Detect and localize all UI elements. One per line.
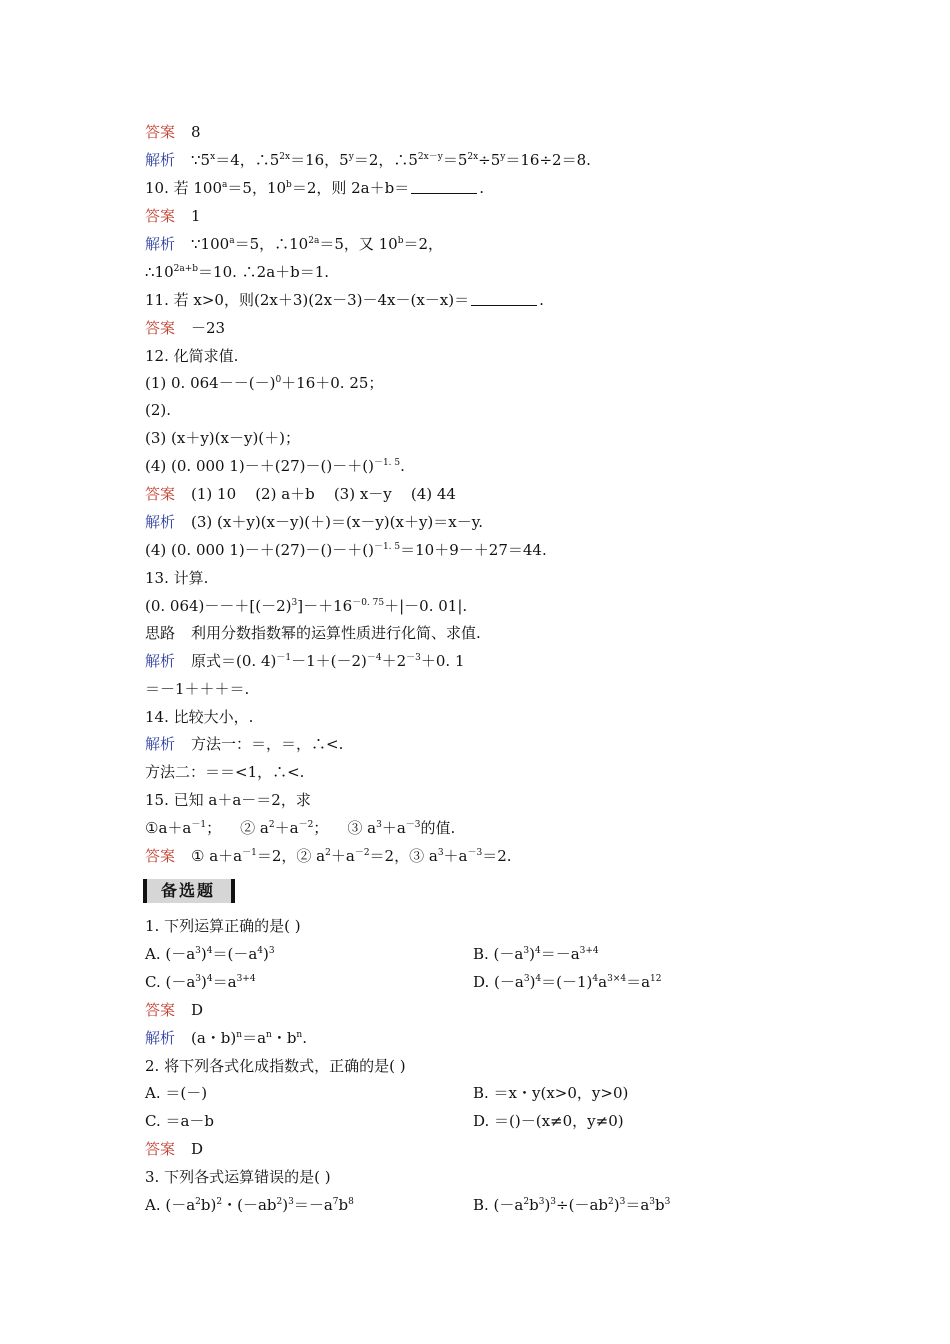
q12-part-1: (1) 0. $064--(-)^0+16+0$. 25； — [145, 374, 384, 392]
alt-q1-option-a: A. $(-a^3)^4=(-a^4)^3$ — [145, 945, 275, 963]
q9-answer-line — [145, 122, 201, 142]
answer-tag: 答案 — [145, 123, 176, 141]
answer-blank — [411, 181, 477, 194]
answer-tag: 答案 — [145, 1001, 176, 1019]
alt-q1-option-d: D. $(-a^3)^4=(-1)^4a^{3\times 4}=a^{12}$ — [473, 973, 662, 991]
alt-q2-option-d: D. ＝()－(x≠0，y≠0) — [473, 1112, 624, 1130]
q10-analysis-line: 解析 $\because 100^a=5$，$\therefore 10^{2a}=5$，又 $10^b=2$， — [145, 235, 444, 253]
alt-q3-option-a: A. $(-a^2b)^2$・$(-ab^2)^3=-a^7b^8$ — [145, 1196, 354, 1214]
q12-answer-line: 答案 (1) 10 (2) a＋b (3) x－y (4) 44 — [145, 485, 456, 503]
answer-blank — [471, 293, 537, 306]
analysis-tag: 解析 — [145, 151, 176, 169]
q15-parts: $①a+a^{-1}$； ② $a^2+a^{-2}$； ③ $a^3+a^{-3}$的值. — [145, 819, 456, 837]
alt-q1-analysis-line: 解析 (a・$b)^n=a^n$・$b^n$. — [145, 1029, 307, 1047]
section-title: 备选题 — [147, 879, 231, 903]
alt-q1-option-b: B. $(-a^3)^4=-a^{3+4}$ — [473, 945, 599, 963]
q11-stem: 11. 若 x>0，则(2x＋3)(2x－3)－4x－(x－x)＝ . — [145, 291, 544, 309]
alt-q2-answer-line: 答案 D — [145, 1140, 204, 1158]
alt-q2-option-c: C. ＝a－b — [145, 1112, 215, 1130]
q13-idea-line: 思路 利用分数指数幂的运算性质进行化简、求值. — [145, 624, 481, 642]
q10-analysis-line-2: $\therefore 10^{2a+b}=10$. ∴2a＋b＝1. — [145, 263, 330, 281]
answer-tag: 答案 — [145, 207, 176, 225]
q10-answer-line: 答案 1 — [145, 207, 201, 225]
q12-analysis-line: 解析 (3) (x＋y)(x－y)(＋)＝(x－y)(x＋y)＝x－y. — [145, 513, 483, 531]
analysis-tag: 解析 — [145, 652, 176, 670]
q13-analysis-line-2: ＝－1＋＋＋＝. — [145, 680, 250, 698]
q12-stem: 12. 化简求值. — [145, 347, 239, 365]
section-bar-right — [231, 879, 235, 903]
analysis-tag: 解析 — [145, 1029, 176, 1047]
alt-q3-option-b: B. $(-a^2b^3)^3\div(-ab^2)^3=a^3b^3$ — [473, 1196, 671, 1214]
q14-analysis-line-2: 方法二：＝＝<1，∴<. — [145, 763, 305, 781]
idea-tag: 思路 — [145, 624, 176, 642]
answer-tag: 答案 — [145, 319, 176, 337]
q9-analysis-line: 解析 $\because 5^x=4$，$\therefore 5^{2x}=16$，$5^y=2$，$\therefore 5^{2x-y}=5^{2x}\div 5^y=16\div 2=8$. — [145, 151, 591, 169]
alt-q2-stem: 2. 将下列各式化成指数式，正确的是( ) — [145, 1057, 406, 1075]
q13-stem: 13. 计算. — [145, 569, 209, 587]
q12-part-2: (2). — [145, 401, 172, 419]
alt-q1-option-c: C. $(-a^3)^4=a^{3+4}$ — [145, 973, 256, 991]
alt-q1-stem: 1. 下列运算正确的是( ) — [145, 917, 301, 935]
alt-q2-option-b: B. ＝x・y(x>0，y>0) — [473, 1084, 629, 1102]
section-header — [143, 879, 235, 903]
q14-analysis-line: 解析 方法一：＝，＝，∴<. — [145, 735, 344, 753]
q9-answer: 8 — [191, 123, 201, 141]
q15-answer-line: 答案 ① $a+a^{-1}=2$，② $a^2+a^{-2}=2$，③ $a^3+a^{-3}=2$. — [145, 847, 512, 865]
answer-tag: 答案 — [145, 847, 176, 865]
q12-part-4: (4) (0. 000 1)－＋(27)－()－＋()$^{-1. 5}$. — [145, 457, 405, 475]
q11-answer-line: 答案 －23 — [145, 319, 226, 337]
q15-stem: 15. 已知 a＋a－＝2，求 — [145, 791, 311, 809]
q10-stem: 10. 若 $100^a=5$，$10^b=2$，则 2a＋b＝ . — [145, 179, 484, 197]
analysis-tag: 解析 — [145, 235, 176, 253]
q14-stem: 14. 比较大小，. — [145, 708, 254, 726]
q13-analysis-line: 解析 原式＝(0. $4)^{-1}-1+(-2)^{-4}+2^{-3}+0$. 1 — [145, 652, 465, 670]
answer-tag: 答案 — [145, 485, 176, 503]
q13-expression: (0. $064)--+[(-2)^3]-+16^{-0. 75}+|-0$. 01|. — [145, 597, 468, 615]
q12-part-3: (3) (x＋y)(x－y)(＋)； — [145, 429, 300, 447]
analysis-tag: 解析 — [145, 735, 176, 753]
analysis-tag: 解析 — [145, 513, 176, 531]
alt-q3-stem: 3. 下列各式运算错误的是( ) — [145, 1168, 331, 1186]
q12-analysis-line-2: (4) (0. 000 1)－＋(27)－()－＋()$^{-1. 5}$＝10＋9－＋27＝44. — [145, 541, 547, 559]
answer-tag: 答案 — [145, 1140, 176, 1158]
alt-q1-answer-line: 答案 D — [145, 1001, 204, 1019]
alt-q2-option-a: A. ＝(－) — [145, 1084, 208, 1102]
